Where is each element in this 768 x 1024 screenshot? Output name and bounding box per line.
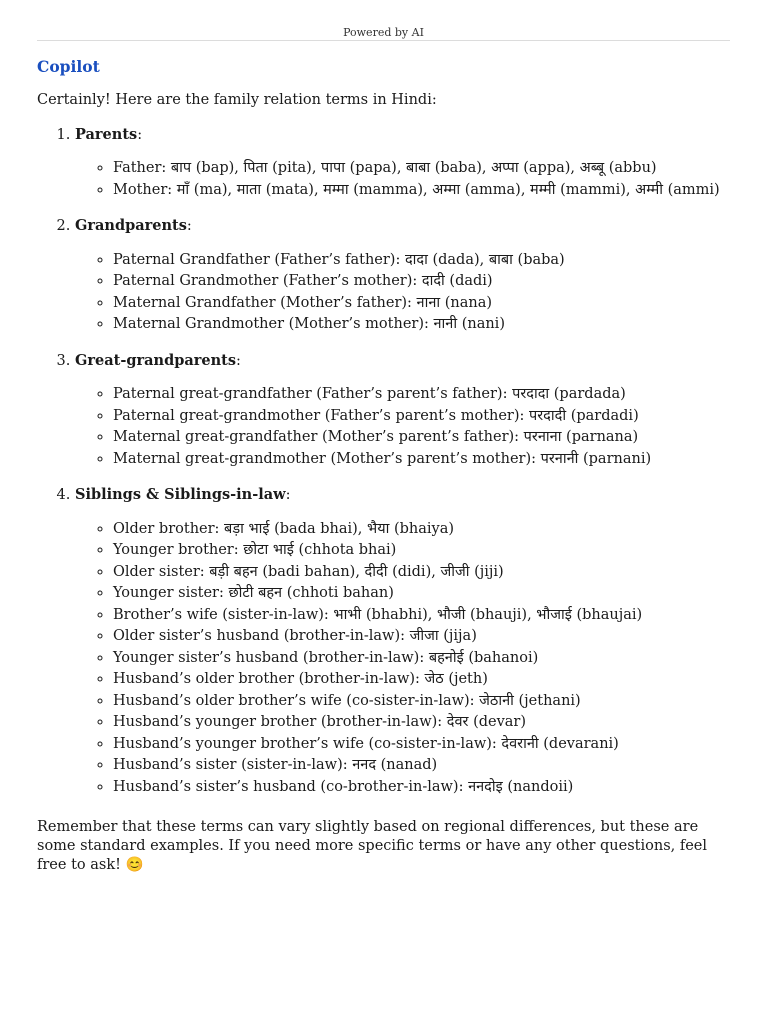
list-item: ◦ Paternal great-grandmother (Father’s parent’s mother): परदादी (pardadi) — [113, 406, 737, 428]
term-list — [75, 250, 737, 336]
list-item: ◦ Husband’s younger brother (brother-in-law): देवर (devar) — [113, 712, 737, 734]
term-list — [75, 158, 737, 201]
top-bar — [37, 0, 730, 41]
list-item: ◦ Paternal Grandmother (Father’s mother): दादी (dadi) — [113, 271, 737, 293]
term-list — [75, 519, 737, 799]
list-item: ◦ Younger sister: छोटी बहन (chhoti bahan) — [113, 583, 737, 605]
chat-message — [37, 56, 737, 875]
section-great-grandparents: 3. Great-grandparents: ◦ Paternal great-grandfather (Father’s parent’s father): परदादा (pardada) ◦ Paternal great-grandmother (Father’s parent’s mother): परदादी (pardadi) ◦ Maternal great-grandfather (Mother’s parent’s father): परनाना (parnana) ◦ Maternal great-grandmother (Mother’s parent’s mother): परनानी (parnani) — [75, 350, 737, 471]
sender-name: Copilot — [37, 57, 100, 76]
list-item: ◦ Husband’s sister’s husband (co-brother-in-law): ननदोइ (nandoii) — [113, 777, 737, 799]
list-item: ◦ Younger sister’s husband (brother-in-law): बहनोई (bahanoi) — [113, 648, 737, 670]
relation-sections — [37, 124, 737, 799]
list-item: ◦ Husband’s older brother (brother-in-law): जेठ (jeth) — [113, 669, 737, 691]
list-item: ◦ Husband’s sister (sister-in-law): ननद (nanad) — [113, 755, 737, 777]
list-item: ◦ Older sister: बड़ी बहन (badi bahan), दीदी (didi), जीजी (jiji) — [113, 562, 737, 584]
message-outro: Remember that these terms can vary slightly based on regional differences, but these are some standard examples. If you need more specific terms or have any other questions, feel free to ask! 😊 — [37, 819, 708, 873]
list-item: ◦ Father: बाप (bap), पिता (pita), पापा (papa), बाबा (baba), अप्पा (appa), अब्बू (abbu) — [113, 158, 737, 180]
list-item: ◦ Maternal great-grandfather (Mother’s parent’s father): परनाना (parnana) — [113, 427, 737, 449]
section-parents: 1. Parents: ◦ Father: बाप (bap), पिता (pita), पापा (papa), बाबा (baba), अप्पा (appa), अब्बू (abbu) ◦ Mother: माँ (ma), माता (mata), मम्मा (mamma), अम्मा (amma), मम्मी (mammi), अम्मी (ammi) — [75, 124, 737, 202]
list-item: ◦ Husband’s older brother’s wife (co-sister-in-law): जेठानी (jethani) — [113, 691, 737, 713]
list-item: ◦ Paternal Grandfather (Father’s father): दादा (dada), बाबा (baba) — [113, 250, 737, 272]
list-item: ◦ Older sister’s husband (brother-in-law): जीजा (jija) — [113, 626, 737, 648]
section-title: Parents — [75, 125, 138, 143]
list-item: ◦ Mother: माँ (ma), माता (mata), मम्मा (mamma), अम्मा (amma), मम्मी (mammi), अम्मी (ammi) — [113, 180, 737, 202]
list-item: ◦ Brother’s wife (sister-in-law): भाभी (bhabhi), भौजी (bhauji), भौजाई (bhaujai) — [113, 605, 737, 627]
section-grandparents: 2. Grandparents: ◦ Paternal Grandfather (Father’s father): दादा (dada), बाबा (baba) ◦ Paternal Grandmother (Father’s mother): दादी (dadi) ◦ Maternal Grandfather (Mother’s father): नाना (nana) ◦ Maternal Grandmother (Mother’s mother): नानी (nani) — [75, 215, 737, 336]
list-item: ◦ Maternal Grandmother (Mother’s mother): नानी (nani) — [113, 314, 737, 336]
list-item: ◦ Younger brother: छोटा भाई (chhota bhai) — [113, 540, 737, 562]
list-item: ◦ Paternal great-grandfather (Father’s parent’s father): परदादा (pardada) — [113, 384, 737, 406]
term-list — [75, 384, 737, 470]
list-item: ◦ Husband’s younger brother’s wife (co-sister-in-law): देवरानी (devarani) — [113, 734, 737, 756]
list-item: ◦ Older brother: बड़ा भाई (bada bhai), भैया (bhaiya) — [113, 519, 737, 541]
section-title: Siblings & Siblings-in-law — [75, 486, 286, 503]
section-title: Grandparents — [75, 217, 187, 234]
section-siblings: 4. Siblings & Siblings-in-law: ◦ Older brother: बड़ा भाई (bada bhai), भैया (bhaiya) ◦ Younger brother: छोटा भाई (chhota bhai) ◦ Older sister: बड़ी बहन (badi bahan), दीदी (didi), जीजी (jiji) ◦ Younger sister: छोटी बहन (chhoti bahan) ◦ Brother’s wife (sister-in-law): भाभी (bhabhi), भौजी (bhauji), भौजाई (bhaujai) ◦ Older sister’s husband (brother-in-law): जीजा (jija) ◦ Younger sister’s husband (brother-in-law): बहनोई (bahanoi) ◦ Husband’s older brother (brother-in-law): जेठ (jeth) ◦ Husband’s older brother’s wife (co-sister-in-law): जेठानी (jethani) ◦ Husband’s younger brother (brother-in-law): देवर (devar) ◦ Husband’s younger brother’s wife (co-sister-in-law): देवरानी (devarani) ◦ Husband’s sister (sister-in-law): ननद (nanad) ◦ Husband’s sister’s husband (co-brother-in-law): ननदोइ (nandoii) — [75, 484, 737, 798]
message-intro: Certainly! Here are the family relation terms in Hindi: — [37, 92, 437, 108]
powered-by-label: Powered by AI — [343, 26, 424, 39]
section-title: Great-grandparents — [75, 351, 237, 369]
list-item: ◦ Maternal Grandfather (Mother’s father): नाना (nana) — [113, 293, 737, 315]
list-item: ◦ Maternal great-grandmother (Mother’s parent’s mother): परनानी (parnani) — [113, 449, 737, 471]
